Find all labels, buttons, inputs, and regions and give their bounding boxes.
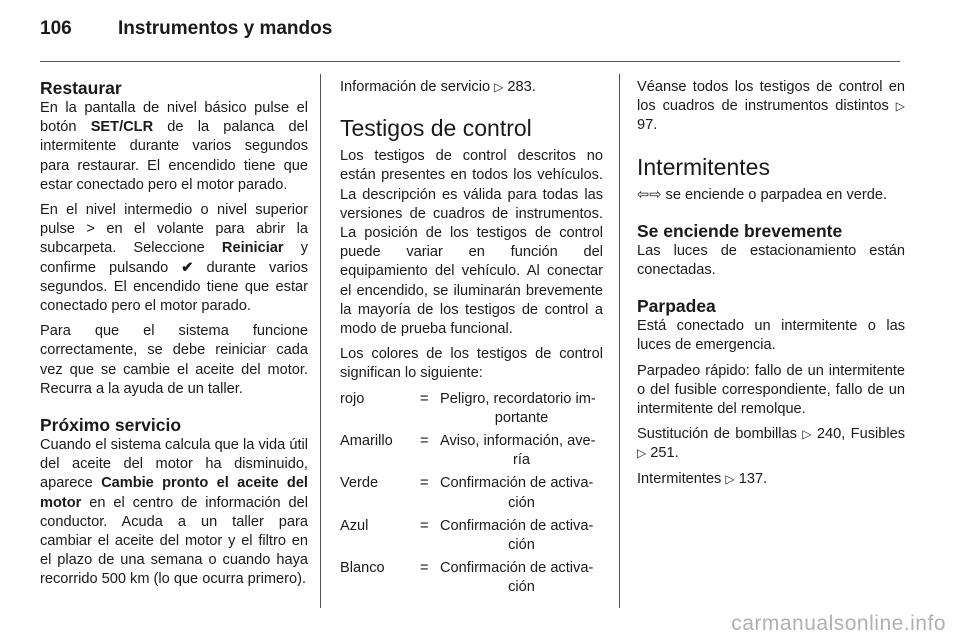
paragraph-restaurar-3: Para que el sistema funcione correctamente, se debe reiniciar cada vez que se cambie el aceite del motor. Recurra a la ayuda de un taller. — [40, 323, 308, 397]
reference-arrow-icon: ▷ — [802, 427, 812, 442]
paragraph-testigos-1: Los testigos de control descritos no están presentes en todos los vehículos. La descripción es válida para todas las versiones de cuadros de instrumentos. La posición de los testigos de control puede variar en función del equipamiento del vehículo. Al conectar el encendido, se iluminarán brevemente la mayoría de los testigos de control a modo de prueba funcional. — [340, 148, 603, 338]
reference-arrow-icon: ▷ — [494, 80, 504, 94]
paragraph-se-enciende-brevemente: Las luces de estacionamiento están conectadas. — [637, 242, 905, 279]
reference-arrow-icon: ▷ — [725, 471, 735, 486]
column-divider-2 — [619, 74, 620, 608]
page-header — [40, 14, 900, 54]
paragraph-restaurar-1: En la pantalla de nivel básico pulse el botón SET/CLR de la palanca del intermitente durante varios segundos para restaurar. El encendido tiene que estar conectado pero el motor parado. — [40, 100, 309, 193]
heading-proximo-servicio: Próximo servicio — [40, 415, 182, 436]
paragraph-restaurar-2: En el nivel intermedio o nivel superior pulse > en el volante para abrir la subcarpeta. Seleccione Reiniciar y confirme pulsando ✔ durante varios segundos. El encendido tiene que estar conectado pero el motor parado. — [40, 202, 309, 315]
table-row: Blanco = Confirmación de activa- ción — [340, 560, 594, 596]
reference-arrow-icon: ▷ — [895, 99, 905, 114]
column-divider-1 — [320, 74, 321, 608]
paragraph-vease: Véanse todos los testigos de control en los cuadros de instrumentos distintos ▷ 97. — [637, 79, 905, 134]
heading-intermitentes: Intermitentes — [637, 153, 770, 180]
paragraph-parpadea-2: Parpadeo rápido: fallo de un intermitente o del fusible correspondiente, fallo de un intermitente del remolque. — [637, 362, 905, 418]
table-row: Verde = Confirmación de activa- ción — [340, 475, 594, 511]
paragraph-intermitentes-ref: Intermitentes ▷ 137. — [637, 470, 905, 489]
chevron-right-icon: > — [86, 221, 95, 238]
paragraph-testigos-2: Los colores de los testigos de control significan lo siguiente: — [340, 346, 603, 382]
footer-watermark: carmanualsonline.info — [731, 612, 946, 635]
heading-se-enciende-brevemente: Se enciende brevemente — [637, 220, 843, 241]
paragraph-sustitucion: Sustitución de bombillas ▷ 240, Fusibles ▷ 251. — [637, 425, 905, 463]
header-rule — [40, 61, 900, 62]
paragraph-parpadea-1: Está conectado un intermitente o las luces de emergencia. — [637, 318, 905, 354]
column-2 — [340, 78, 603, 602]
turn-signal-icon: ⇦⇨ — [637, 186, 662, 203]
table-row: Azul = Confirmación de activa- ción — [340, 517, 594, 554]
table-row: Amarillo = Aviso, información, ave- ría — [340, 433, 596, 469]
column-1 — [40, 78, 308, 596]
paragraph-info-servicio: Información de servicio ▷ 283. — [340, 78, 603, 97]
color-table — [340, 390, 603, 598]
reference-arrow-icon: ▷ — [637, 446, 647, 461]
heading-parpadea: Parpadea — [637, 296, 716, 317]
page-title: Instrumentos y mandos — [118, 18, 333, 39]
checkmark-icon: ✔ — [181, 259, 194, 276]
paragraph-intermitentes: ⇦⇨ se enciende o parpadea en verde. — [637, 186, 888, 203]
heading-restaurar: Restaurar — [40, 78, 122, 98]
paragraph-proximo-servicio: Cuando el sistema calcula que la vida útil del aceite del motor ha disminuido, aparece Cambie pronto el aceite del motor en el centro de información del conductor. Acuda a un taller para cambiar el aceite del motor y el filtro en el plazo de una semana o cuando haya recorrido 500 km (lo que ocurra primero). — [40, 437, 308, 588]
heading-testigos-control: Testigos de control — [340, 115, 532, 142]
table-row: rojo = Peligro, recordatorio im- portante — [340, 390, 596, 426]
page-number: 106 — [40, 18, 72, 39]
column-3 — [637, 78, 905, 495]
